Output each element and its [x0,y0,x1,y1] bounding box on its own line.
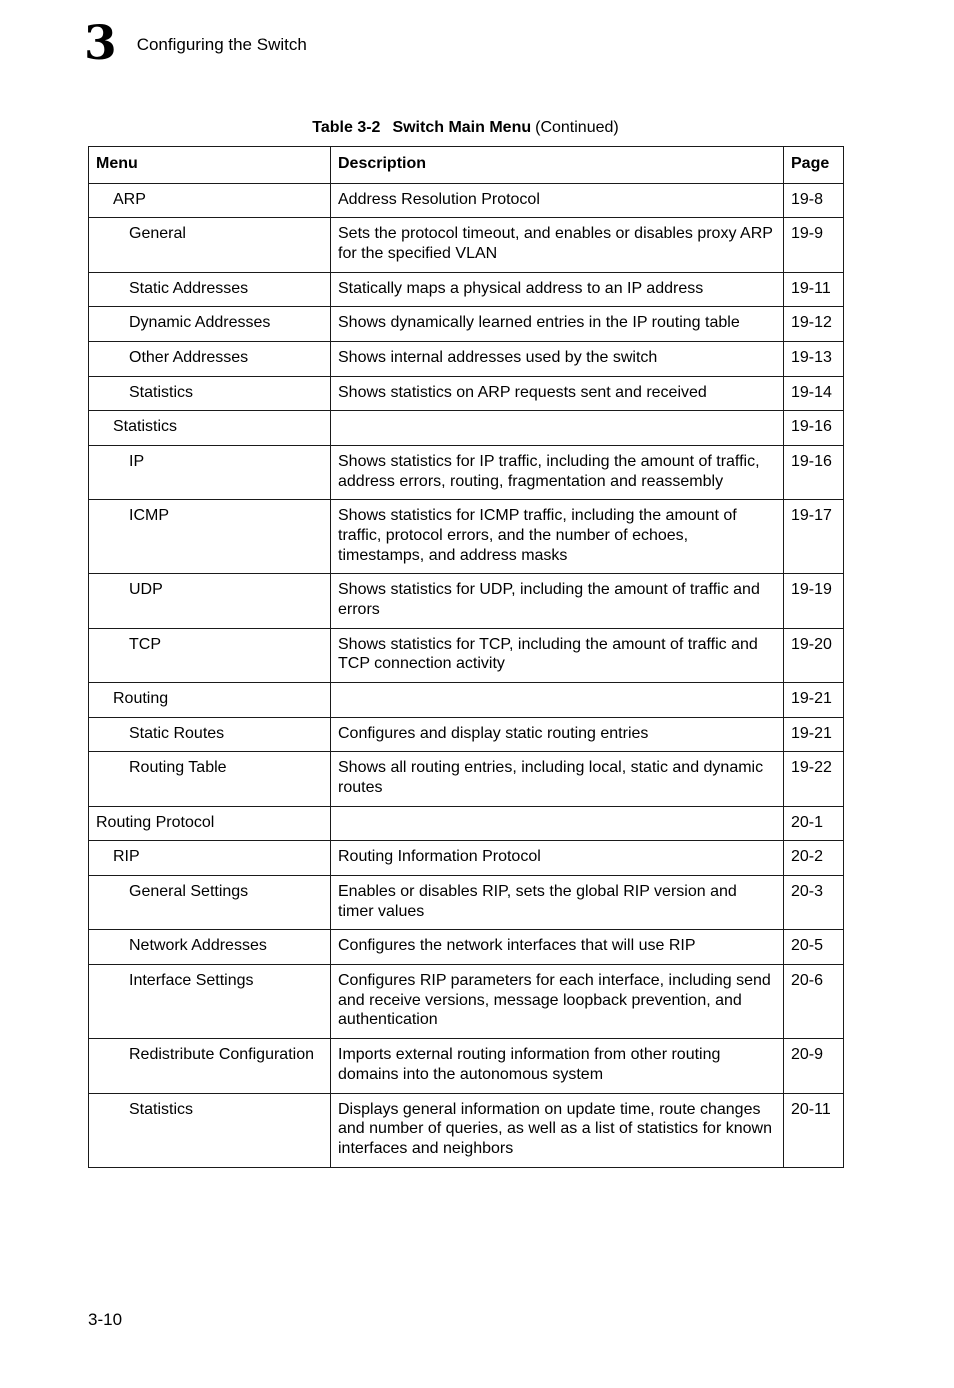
table-row [89,574,844,628]
description-cell [331,683,784,718]
description-cell: Shows dynamically learned entries in the IP routing table [331,307,784,342]
table-row [89,965,844,1039]
page-cell: 19-16 [784,446,844,500]
chapter-number: 3 [84,16,117,71]
table-row [89,841,844,876]
description-cell [331,806,784,841]
table-body [89,183,844,1167]
description-cell: Shows internal addresses used by the switch [331,342,784,377]
description-cell: Statically maps a physical address to an IP address [331,272,784,307]
table-row [89,1093,844,1167]
page-cell: 19-14 [784,376,844,411]
menu-cell: Other Addresses [89,342,331,377]
description-cell: Shows statistics for UDP, including the amount of traffic and errors [331,574,784,628]
menu-cell: Statistics [89,376,331,411]
page-cell: 20-2 [784,841,844,876]
page-cell: 19-8 [784,183,844,218]
menu-cell: Redistribute Configuration [89,1039,331,1093]
menu-cell: Static Routes [89,717,331,752]
table-row [89,272,844,307]
table-row [89,411,844,446]
page-cell: 19-12 [784,307,844,342]
menu-cell: ARP [89,183,331,218]
page-cell: 20-6 [784,965,844,1039]
menu-cell: Interface Settings [89,965,331,1039]
menu-cell: Dynamic Addresses [89,307,331,342]
menu-cell: IP [89,446,331,500]
table-row [89,752,844,806]
menu-cell: ICMP [89,500,331,574]
page-cell: 19-21 [784,717,844,752]
page-cell: 19-21 [784,683,844,718]
menu-cell: Statistics [89,411,331,446]
description-cell: Shows statistics for IP traffic, including the amount of traffic, address errors, routing, fragmentation and reassembly [331,446,784,500]
menu-cell: TCP [89,628,331,682]
description-cell: Address Resolution Protocol [331,183,784,218]
table-row [89,307,844,342]
table-caption-label: Table 3-2 [312,119,381,136]
table-row [89,446,844,500]
table-caption-continued: (Continued) [535,119,619,136]
table-row [89,876,844,930]
column-header-menu: Menu [89,147,331,184]
page-cell: 19-17 [784,500,844,574]
page-cell: 19-19 [784,574,844,628]
page-cell: 20-5 [784,930,844,965]
table-row [89,930,844,965]
table-row [89,376,844,411]
description-cell: Configures the network interfaces that will use RIP [331,930,784,965]
menu-cell: Routing [89,683,331,718]
description-cell [331,411,784,446]
menu-cell: Static Addresses [89,272,331,307]
description-cell: Configures RIP parameters for each interface, including send and receive versions, message loopback prevention, and authentication [331,965,784,1039]
page-cell: 20-9 [784,1039,844,1093]
chapter-header [84,16,307,71]
table-row [89,1039,844,1093]
table-header-row [89,147,844,184]
description-cell: Shows statistics on ARP requests sent and received [331,376,784,411]
page-cell: 19-9 [784,218,844,272]
table-row [89,500,844,574]
menu-cell: RIP [89,841,331,876]
description-cell: Imports external routing information from other routing domains into the autonomous system [331,1039,784,1093]
page-cell: 20-3 [784,876,844,930]
page-cell: 20-11 [784,1093,844,1167]
page-cell: 19-20 [784,628,844,682]
table-caption-title: Switch Main Menu [392,119,532,136]
column-header-page: Page [784,147,844,184]
menu-cell: Statistics [89,1093,331,1167]
column-header-description: Description [331,147,784,184]
menu-cell: General [89,218,331,272]
menu-cell: Network Addresses [89,930,331,965]
switch-main-menu-table [88,146,844,1168]
page-number: 3-10 [88,1310,123,1329]
page-cell: 19-16 [784,411,844,446]
page-cell: 19-11 [784,272,844,307]
table-row [89,683,844,718]
table-row [89,628,844,682]
description-cell: Enables or disables RIP, sets the global RIP version and timer values [331,876,784,930]
table-row [89,183,844,218]
page-cell: 19-13 [784,342,844,377]
menu-cell: Routing Table [89,752,331,806]
table-row [89,342,844,377]
table-row [89,806,844,841]
menu-cell: General Settings [89,876,331,930]
table-caption [88,118,843,137]
description-cell: Configures and display static routing entries [331,717,784,752]
description-cell: Shows statistics for TCP, including the amount of traffic and TCP connection activity [331,628,784,682]
chapter-title: Configuring the Switch [136,34,307,54]
page-cell: 19-22 [784,752,844,806]
table-row [89,218,844,272]
page-cell: 20-1 [784,806,844,841]
description-cell: Displays general information on update time, route changes and number of queries, as well as a list of statistics for known interfaces and neighbors [331,1093,784,1167]
table-row [89,717,844,752]
menu-cell: UDP [89,574,331,628]
description-cell: Shows all routing entries, including local, static and dynamic routes [331,752,784,806]
description-cell: Routing Information Protocol [331,841,784,876]
menu-cell: Routing Protocol [89,806,331,841]
description-cell: Sets the protocol timeout, and enables or disables proxy ARP for the specified VLAN [331,218,784,272]
description-cell: Shows statistics for ICMP traffic, including the amount of traffic, protocol errors, and the number of echoes, timestamps, and address masks [331,500,784,574]
